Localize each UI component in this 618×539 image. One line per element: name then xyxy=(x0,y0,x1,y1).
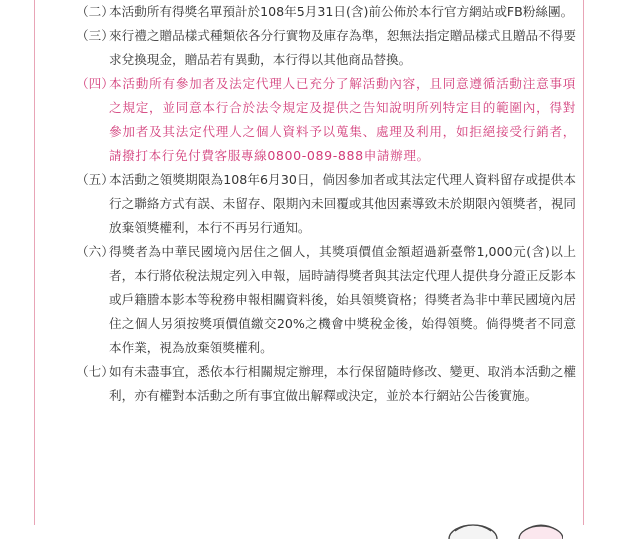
clause-text: 如有未盡事宜，悉依本行相關規定辦理，本行保留隨時修改、變更、取消本活動之權利，亦有權對本活動之所有事宜做出解釋或決定，並於本行網站公告後實施。 xyxy=(109,364,576,403)
clause-text: 本活動所有得獎名單預計於108年5月31日(含)前公佈於本行官方網站或FB粉絲團。 xyxy=(109,4,574,19)
clause-text: 本活動所有參加者及法定代理人已充分了解活動內容，且同意遵循活動注意事項之規定，並同意本行合於法令規定及提供之告知說明所列特定目的範圍內，得對參加者及其法定代理人之個人資料予以蒐集、處理及利用，如拒絕接受行銷者，請撥打本行免付費客服專線0800-089-888申請辦理。 xyxy=(109,76,576,163)
page-border-left xyxy=(34,0,35,525)
clause-text: 得獎者為中華民國境內居住之個人，其獎項價值金額超過新臺幣1,000元(含)以上者，本行將依稅法規定列入申報，屆時請得獎者與其法定代理人提供身分證正反影本或戶籍謄本影本等稅務申報相關資料後，始具領獎資格；得獎者為非中華民國境內居住之個人另須按獎項價值繳交20%之機會中獎稅金後，始得領獎。倘得獎者不同意本作業，視為放棄領獎權利。 xyxy=(109,244,576,355)
clause-number: （六） xyxy=(76,244,114,259)
cartoon-decoration xyxy=(447,509,563,539)
terms-list xyxy=(76,0,576,408)
clause-4-privacy xyxy=(76,72,576,168)
clause-6 xyxy=(76,240,576,360)
clause-number: （二） xyxy=(76,4,114,19)
clause-text: 來行禮之贈品樣式種類依各分行實物及庫存為準，恕無法指定贈品樣式且贈品不得要求兌換現金，贈品若有異動，本行得以其他商品替換。 xyxy=(109,28,576,67)
clause-number: （五） xyxy=(76,172,114,187)
clause-5 xyxy=(76,168,576,240)
page-border-right xyxy=(583,0,584,525)
clause-number: （四） xyxy=(76,76,114,91)
clause-7 xyxy=(76,360,576,408)
clause-number: （三） xyxy=(76,28,114,43)
clause-2 xyxy=(76,0,576,24)
clause-number: （七） xyxy=(76,364,114,379)
clause-3 xyxy=(76,24,576,72)
clause-text: 本活動之領獎期限為108年6月30日，倘因參加者或其法定代理人資料留存或提供本行之聯絡方式有誤、未留存、限期內未回覆或其他因素導致未於期限內領獎者，視同放棄領獎權利，本行不再另行通知。 xyxy=(109,172,576,235)
